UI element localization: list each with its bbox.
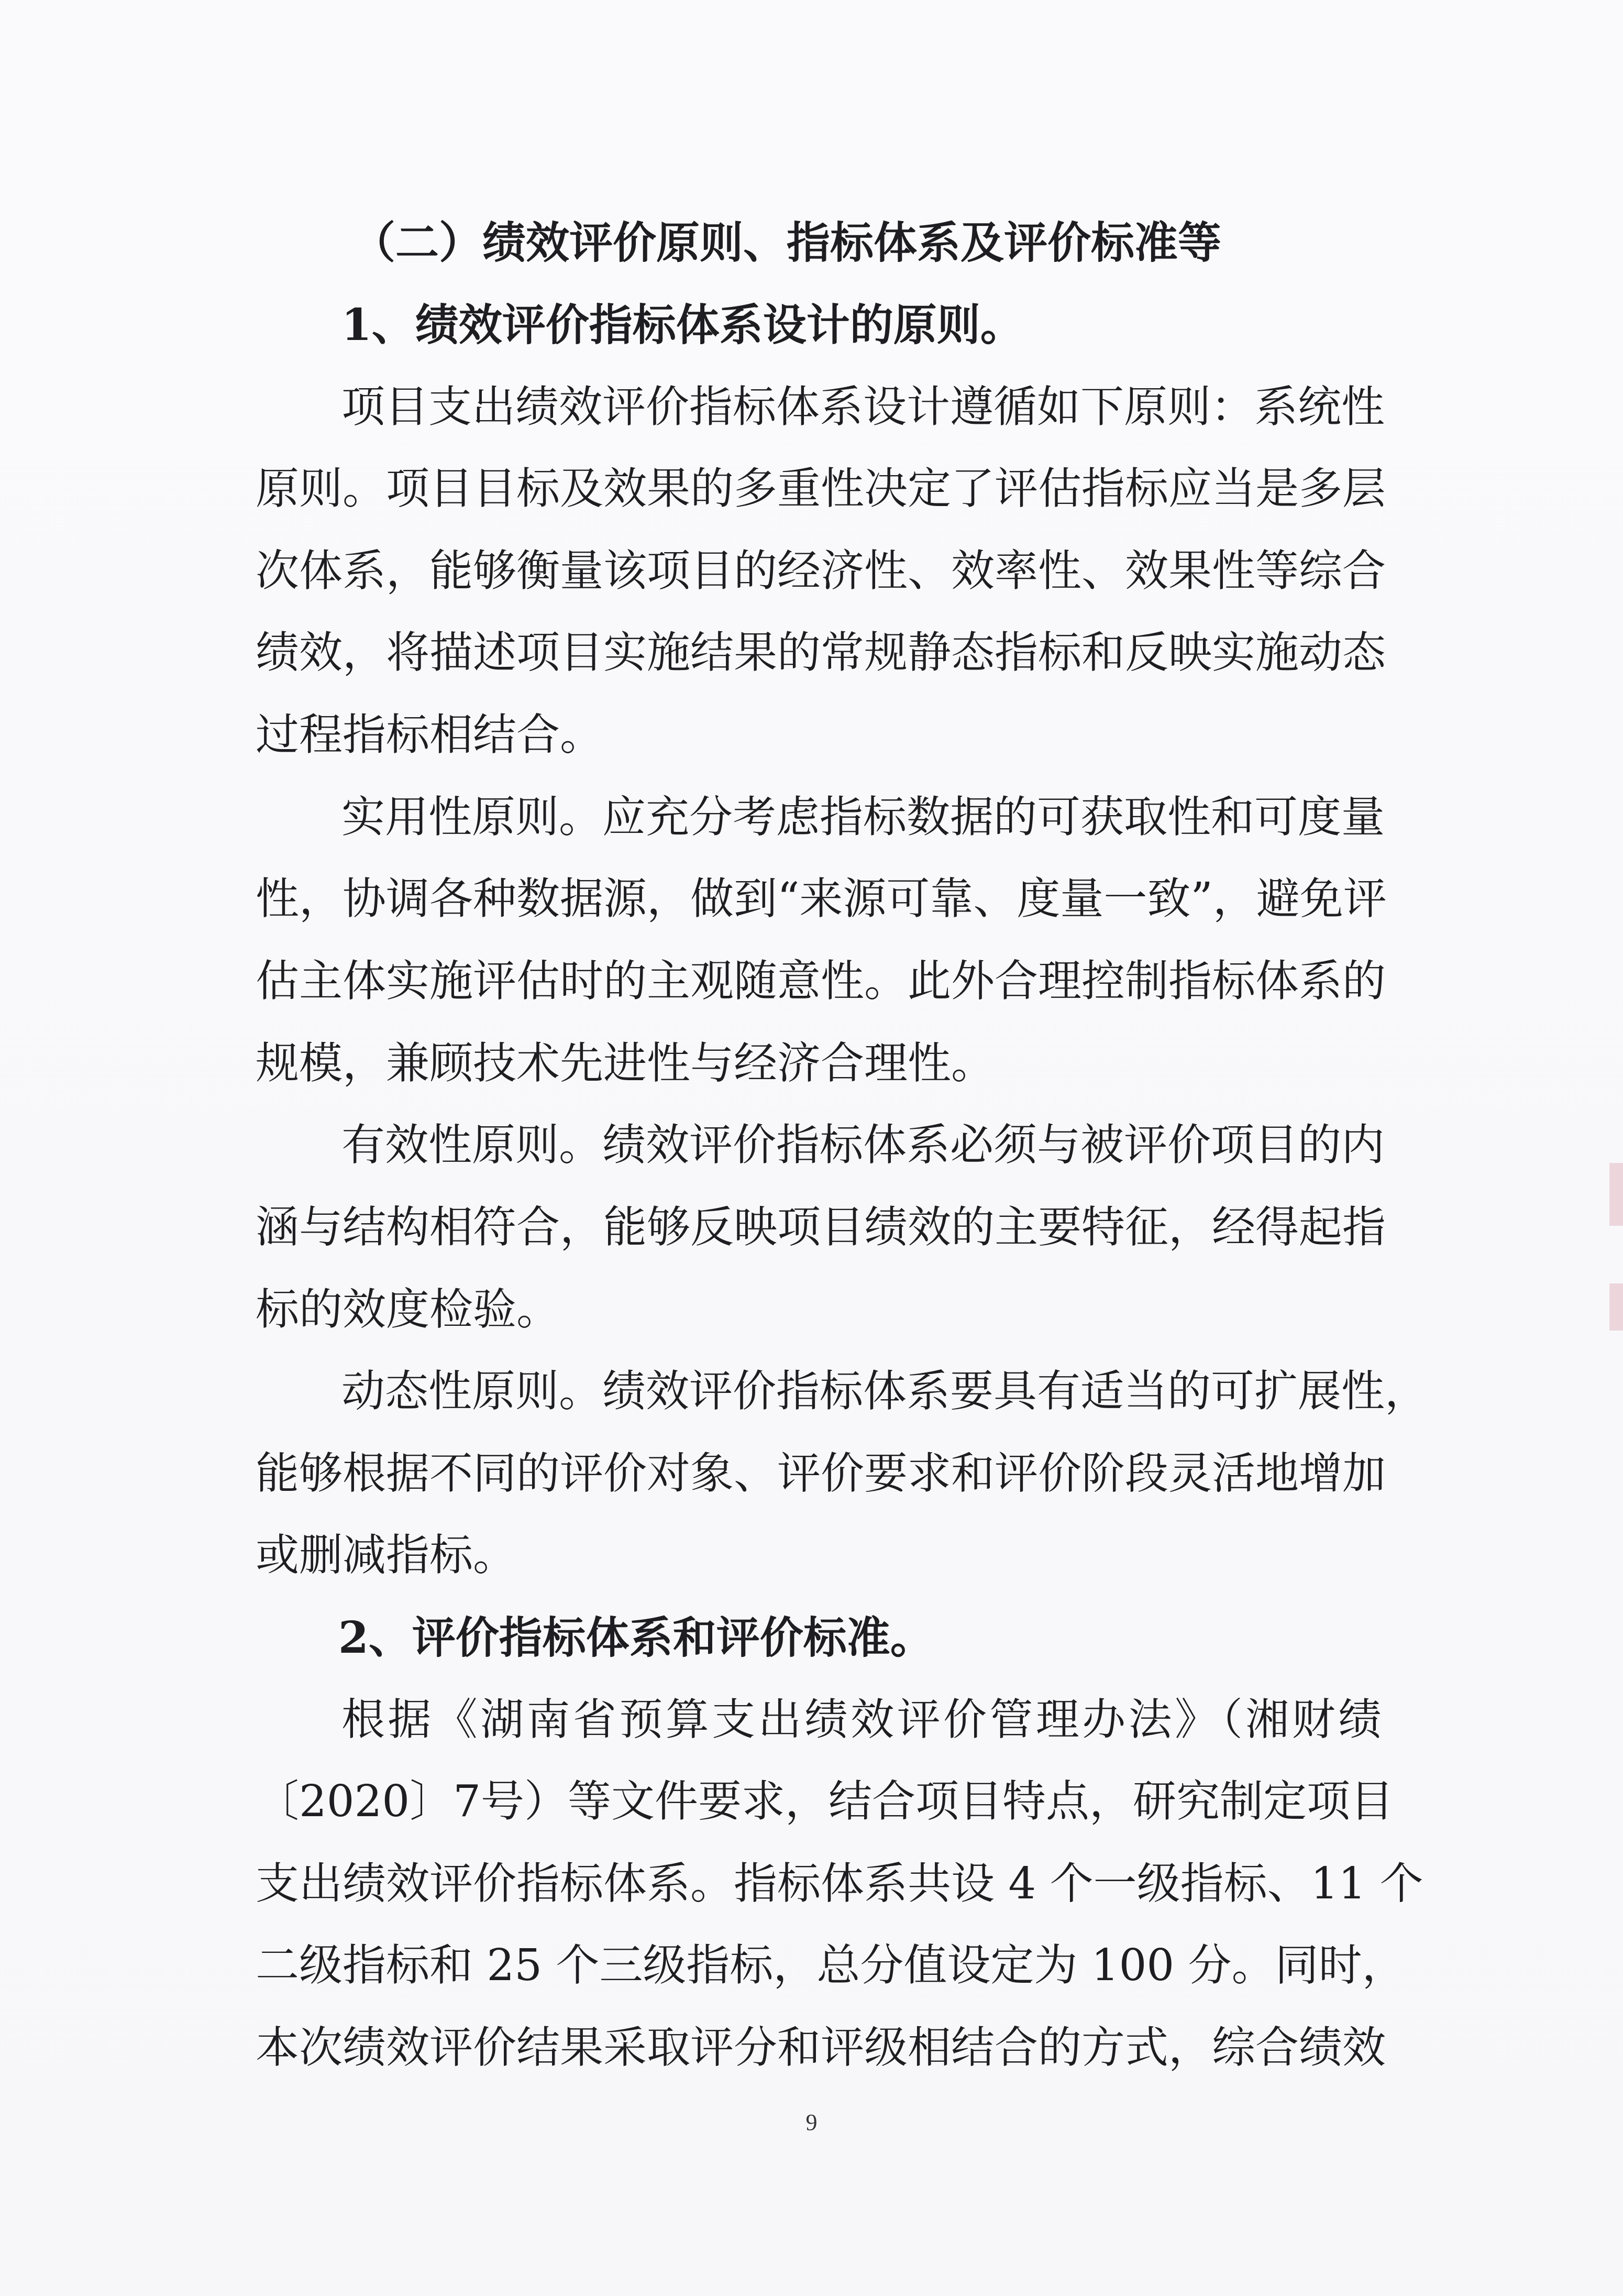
subheading-principles: 1、绩效评价指标体系设计的原则。 (341, 299, 1024, 350)
paragraph-line: 或删减指标。 (256, 1530, 516, 1580)
scan-edge-mark (1609, 1283, 1623, 1331)
paragraph-line: 项目支出绩效评价指标体系设计遵循如下原则：系统性 (341, 381, 1385, 432)
paragraph-line: 性，协调各种数据源，做到“来源可靠、度量一致”，避免评 (256, 873, 1387, 924)
paragraph-line: 涵与结构相符合，能够反映项目绩效的主要特征，经得起指 (256, 1202, 1386, 1253)
paragraph-line: 支出绩效评价指标体系。指标体系共设 4 个一级指标、11 个 (256, 1858, 1423, 1909)
paragraph-line: 动态性原则。绩效评价指标体系要具有适当的可扩展性， (341, 1366, 1428, 1416)
paragraph-line: 规模，兼顾技术先进性与经济合理性。 (256, 1038, 995, 1089)
page-number: 9 (805, 2110, 818, 2135)
paragraph-line: 根据《湖南省预算支出绩效评价管理办法》（湘财绩 (341, 1694, 1382, 1745)
section-heading: （二）绩效评价原则、指标体系及评价标准等 (352, 217, 1221, 268)
paragraph-line: 本次绩效评价结果采取评分和评级相结合的方式，综合绩效 (256, 2022, 1386, 2073)
paragraph-line: 绩效，将描述项目实施结果的常规静态指标和反映实施动态 (256, 627, 1386, 678)
paragraph-line: 标的效度检验。 (256, 1284, 560, 1335)
paragraph-line: 原则。项目目标及效果的多重性决定了评估指标应当是多层 (256, 463, 1386, 514)
paragraph-line: 次体系，能够衡量该项目的经济性、效率性、效果性等综合 (256, 545, 1386, 596)
paragraph-line: 二级指标和 25 个三级指标，总分值设定为 100 分。同时， (256, 1940, 1406, 1991)
paragraph-line: 〔2020〕7号）等文件要求，结合项目特点，研究制定项目 (256, 1776, 1394, 1827)
subheading-indicator-system: 2、评价指标体系和评价标准。 (338, 1612, 934, 1663)
paragraph-line: 有效性原则。绩效评价指标体系必须与被评价项目的内 (341, 1119, 1385, 1170)
paragraph-line: 过程指标相结合。 (256, 709, 603, 760)
paragraph-line: 能够根据不同的评价对象、评价要求和评价阶段灵活地增加 (256, 1448, 1386, 1499)
scan-edge-mark (1609, 1163, 1623, 1226)
paragraph-line: 实用性原则。应充分考虑指标数据的可获取性和可度量 (341, 792, 1385, 842)
paragraph-line: 估主体实施评估时的主观随意性。此外合理控制指标体系的 (256, 955, 1386, 1006)
